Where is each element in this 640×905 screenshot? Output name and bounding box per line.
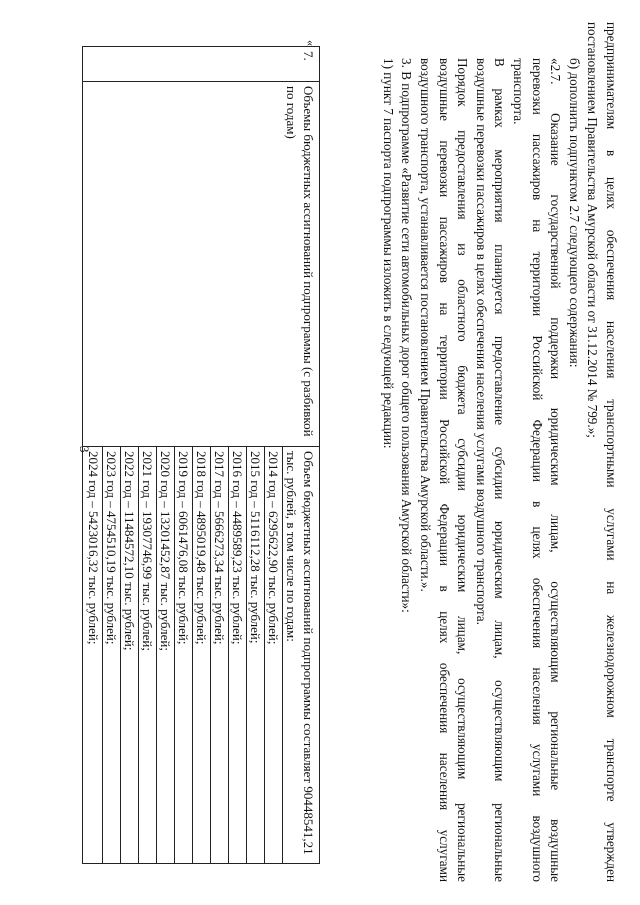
- year-allocation: 2021 год – 19307746,99 тыс. рублей;: [139, 447, 157, 863]
- paragraph: [378, 22, 397, 882]
- quote-mark: «: [304, 40, 318, 46]
- text-line: 3. В подпрограмме «Развитие сети автомобильных дорог общего пользования Амурской области»:: [399, 58, 415, 613]
- budget-summary: Объем бюджетных ассигнований подпрограммы составляет 90448541,21 тыс. рублей, в том числе по годам:: [284, 451, 316, 855]
- year-list: [85, 451, 283, 859]
- year-allocation: 2023 год – 4754510,19 тыс. рублей;: [103, 447, 121, 863]
- text-line: б) дополнить подпунктом 2.7 следующего содержания:: [566, 58, 582, 368]
- text-line: воздушные перевозки пассажиров в целях обеспечения населения услугами воздушного транспорта.: [473, 58, 489, 625]
- page-number: 3: [77, 446, 92, 453]
- text-line: воздушные перевозки пассажиров на территории Российской Федерации в целях обеспечения населения услугами: [436, 58, 452, 882]
- text-line: В рамках мероприятия планируется предоставление субсидии юридическим лицам, осуществляющим региональные: [492, 58, 508, 882]
- text-line: предпринимателям в целях обеспечения населения транспортными услугами на железнодорожном транспорте утвержден: [604, 22, 619, 882]
- row-value: [83, 447, 320, 864]
- year-allocation: 2016 год – 4489589,23 тыс. рублей;: [229, 447, 247, 863]
- paragraph: [583, 22, 620, 882]
- year-allocation: 2019 год – 6061476,08 тыс. рублей;: [175, 447, 193, 863]
- text-line: перевозки пассажиров на территории Российской Федерации в целях обеспечения населения услугами воздушного: [529, 58, 545, 882]
- year-allocation: 2017 год – 5666273,34 тыс. рублей;: [211, 447, 229, 863]
- row-number: 7.: [83, 47, 320, 82]
- year-allocation: 2014 год – 6295622,90 тыс. рублей;: [265, 447, 283, 863]
- row-label: Объемы бюджетных ассигнований подпрограммы (с разбивкой по годам): [83, 82, 320, 447]
- text-line: транспорта.: [511, 58, 527, 125]
- year-allocation: 2015 год – 5116112,28 тыс. рублей;: [247, 447, 265, 863]
- text-line: постановлением Правительства Амурской области от 31.12.2014 № 799.»;: [585, 22, 601, 438]
- text-paragraphs: [378, 22, 620, 882]
- paragraph: [508, 22, 564, 882]
- paragraph: [471, 22, 508, 882]
- text-line: «2.7. Оказание государственной поддержки юридическим лицам, осуществляющим региональные воздушные: [548, 58, 564, 882]
- year-allocation: 2024 год – 5423016,32 тыс. рублей;: [85, 447, 103, 863]
- paragraph: [564, 22, 583, 882]
- table-row: [83, 47, 320, 864]
- text-line: 1) пункт 7 паспорта подпрограммы изложить в следующей редакции:: [380, 58, 396, 449]
- year-allocation: 2022 год – 11484572,10 тыс. рублей;: [121, 447, 139, 863]
- text-line: воздушного транспорта, устанавливается постановлением Правительства Амурской области.».: [418, 58, 434, 592]
- passport-table: [82, 46, 320, 864]
- year-allocation: 2018 год – 4895019,48 тыс. рублей;: [193, 447, 211, 863]
- paragraph: [415, 22, 471, 882]
- paragraph: [397, 22, 416, 882]
- text-line: Порядок предоставления из областного бюджета субсидии юридическим лицам, осуществляющим региональные: [455, 58, 471, 882]
- year-allocation: 2020 год – 13201452,87 тыс. рублей;: [157, 447, 175, 863]
- document-body: [86, 22, 620, 882]
